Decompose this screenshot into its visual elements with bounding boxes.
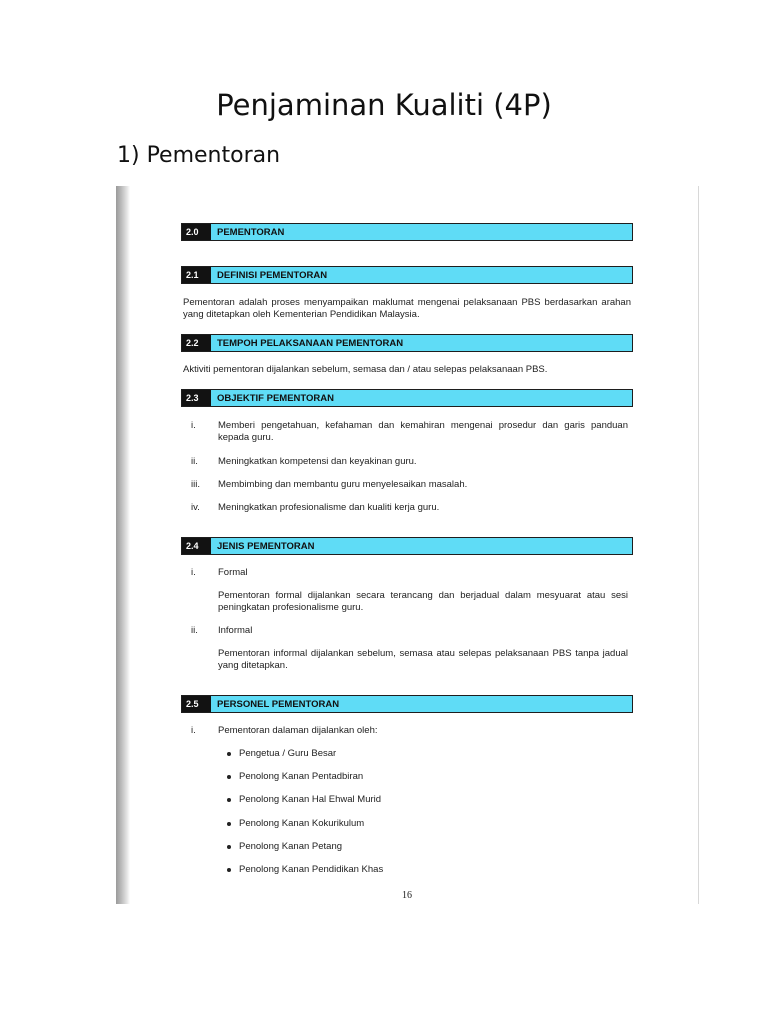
- item-text: Meningkatkan profesionalisme dan kualiti kerja guru.: [218, 502, 440, 513]
- section-label: PEMENTORAN: [217, 226, 285, 238]
- section-header-2-5: [181, 695, 633, 713]
- item-numeral: i.: [191, 567, 196, 578]
- bullet-dot: [227, 798, 231, 802]
- definition-paragraph: Pementoran adalah proses menyampaikan maklumat mengenai pelaksanaan PBS berdasarkan arahan yang ditetapkan oleh Kementerian Pendidikan Malaysia.: [183, 297, 631, 320]
- section-label: JENIS PEMENTORAN: [217, 540, 315, 552]
- bullet-dot: [227, 752, 231, 756]
- bullet-text: Penolong Kanan Kokurikulum: [239, 818, 365, 829]
- item-numeral: iii.: [191, 479, 200, 490]
- section-number: 2.5: [182, 696, 211, 712]
- item-numeral: i.: [191, 725, 196, 736]
- section-header-2-3: [181, 389, 633, 407]
- item-numeral: ii.: [191, 625, 198, 636]
- bullet-dot: [227, 822, 231, 826]
- page-title: Penjaminan Kualiti (4P): [216, 88, 552, 122]
- section-subtitle: 1) Pementoran: [117, 143, 281, 168]
- section-header-2-2: [181, 334, 633, 352]
- section-number: 2.2: [182, 335, 211, 351]
- item-text: Meningkatkan kompetensi dan keyakinan guru.: [218, 456, 417, 467]
- section-header-2-4: [181, 537, 633, 555]
- scanned-document-page: [116, 186, 699, 904]
- item-text: Formal: [218, 567, 248, 578]
- item-text: Pementoran dalaman dijalankan oleh:: [218, 725, 378, 736]
- page-number: 16: [402, 890, 412, 901]
- item-text: Membimbing dan membantu guru menyelesaikan masalah.: [218, 479, 468, 490]
- bullet-text: Penolong Kanan Petang: [239, 841, 343, 852]
- bullet-dot: [227, 845, 231, 849]
- section-label: PERSONEL PEMENTORAN: [217, 698, 340, 710]
- bullet-text: Penolong Kanan Pentadbiran: [239, 771, 364, 782]
- bullet-text: Pengetua / Guru Besar: [239, 748, 337, 759]
- section-number: 2.0: [182, 224, 211, 240]
- item-description: Pementoran formal dijalankan secara terancang dan berjadual dalam mesyuarat atau sesi peningkatan profesionalisme guru.: [218, 590, 628, 613]
- item-numeral: ii.: [191, 456, 198, 467]
- section-header-2-1: [181, 266, 633, 284]
- section-number: 2.3: [182, 390, 211, 406]
- section-header-2-0: [181, 223, 633, 241]
- bullet-dot: [227, 775, 231, 779]
- item-text: Informal: [218, 625, 253, 636]
- section-label: TEMPOH PELAKSANAAN PEMENTORAN: [217, 337, 404, 349]
- bullet-dot: [227, 868, 231, 872]
- section-number: 2.4: [182, 538, 211, 554]
- section-label: OBJEKTIF PEMENTORAN: [217, 392, 335, 404]
- item-numeral: i.: [191, 420, 196, 431]
- page-edge-shadow: [116, 186, 130, 904]
- duration-paragraph: Aktiviti pementoran dijalankan sebelum, semasa dan / atau selepas pelaksanaan PBS.: [183, 364, 548, 375]
- item-numeral: iv.: [191, 502, 200, 513]
- section-label: DEFINISI PEMENTORAN: [217, 269, 328, 281]
- bullet-text: Penolong Kanan Hal Ehwal Murid: [239, 794, 382, 805]
- item-description: Pementoran informal dijalankan sebelum, semasa atau selepas pelaksanaan PBS tanpa jadual yang ditetapkan.: [218, 648, 628, 671]
- bullet-text: Penolong Kanan Pendidikan Khas: [239, 864, 384, 875]
- item-text: Memberi pengetahuan, kefahaman dan kemahiran mengenai prosedur dan garis panduan kepada guru.: [218, 420, 628, 443]
- section-number: 2.1: [182, 267, 211, 283]
